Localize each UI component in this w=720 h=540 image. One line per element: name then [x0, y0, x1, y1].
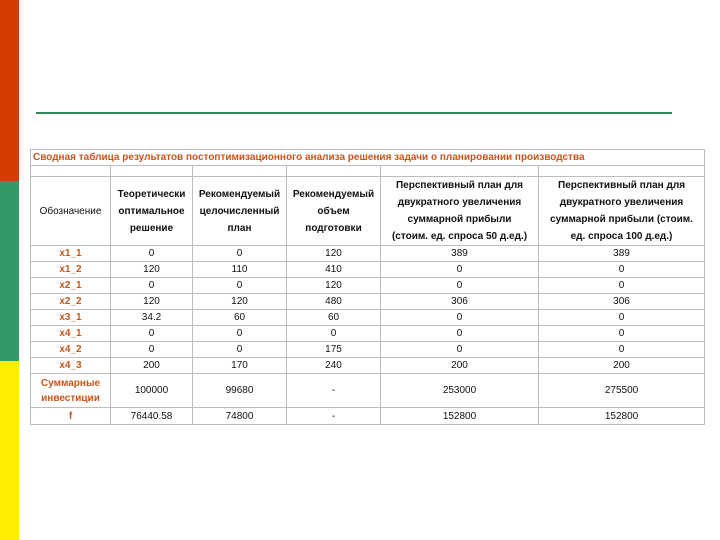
- variable-name: x2_2: [31, 294, 111, 310]
- table-cell: 253000: [381, 374, 539, 408]
- header-line: суммарной прибыли (стоим.: [550, 214, 693, 225]
- title-rule: [36, 112, 672, 114]
- stripe-red: [0, 0, 19, 181]
- table-row: [31, 294, 705, 310]
- table-cell: 200: [381, 358, 539, 374]
- table-cell: 0: [193, 278, 287, 294]
- table-title: Сводная таблица результатов постоптимизационного анализа решения задачи о планировании производства: [31, 150, 705, 166]
- table-cell: 120: [193, 294, 287, 310]
- variable-name: x1_1: [31, 246, 111, 262]
- column-header: [287, 177, 381, 246]
- header-row: [31, 177, 705, 246]
- table-cell: 110: [193, 262, 287, 278]
- table-cell: 0: [111, 342, 193, 358]
- column-header: [381, 177, 539, 246]
- table-cell: 120: [111, 294, 193, 310]
- header-line: Перспективный план для: [558, 180, 686, 191]
- stripe-green: [0, 181, 19, 361]
- table-cell: 0: [539, 262, 705, 278]
- table-cell: 0: [381, 326, 539, 342]
- header-line: Рекомендуемый: [198, 188, 281, 200]
- table-cell: 60: [287, 310, 381, 326]
- table-cell: 34.2: [111, 310, 193, 326]
- header-line: двукратного увеличения: [559, 197, 684, 208]
- spacer-row: [31, 166, 705, 177]
- table-cell: 120: [111, 262, 193, 278]
- header-line: оптимальное: [118, 205, 185, 217]
- column-header: [539, 177, 705, 246]
- header-line: подготовки: [305, 222, 362, 234]
- table-cell: 152800: [381, 408, 539, 425]
- header-line: Обозначение: [39, 205, 102, 217]
- objective-label: f: [31, 408, 111, 425]
- header-line: двукратного увеличения: [397, 197, 522, 208]
- table-cell: 152800: [539, 408, 705, 425]
- table-row: [31, 358, 705, 374]
- table-row: [31, 262, 705, 278]
- column-header: [193, 177, 287, 246]
- table-cell: 306: [539, 294, 705, 310]
- header-line: (стоим. ед. спроса 50 д.ед.): [391, 231, 528, 242]
- column-header: [31, 177, 111, 246]
- header-line: Перспективный план для: [395, 180, 524, 191]
- stripe-yellow: [0, 361, 19, 540]
- investments-row: [31, 374, 705, 408]
- table-cell: 175: [287, 342, 381, 358]
- variable-name: x4_1: [31, 326, 111, 342]
- results-table: [30, 149, 705, 425]
- title-row: [31, 150, 705, 166]
- table-cell: 60: [193, 310, 287, 326]
- table-cell: 410: [287, 262, 381, 278]
- header-line: ед. спроса 100 д.ед.): [570, 231, 673, 242]
- table-cell: 0: [381, 262, 539, 278]
- table-cell: 99680: [193, 374, 287, 408]
- table-cell: 74800: [193, 408, 287, 425]
- table-cell: 100000: [111, 374, 193, 408]
- table-cell: -: [287, 374, 381, 408]
- table-cell: 0: [111, 278, 193, 294]
- variable-name: x4_2: [31, 342, 111, 358]
- table-cell: 0: [539, 342, 705, 358]
- table-cell: 0: [381, 342, 539, 358]
- table-cell: 170: [193, 358, 287, 374]
- table-cell: 389: [539, 246, 705, 262]
- table-cell: 200: [111, 358, 193, 374]
- header-line: целочисленный: [199, 205, 280, 217]
- table-cell: 120: [287, 278, 381, 294]
- table-cell: 0: [539, 310, 705, 326]
- header-line: Теоретически: [117, 188, 186, 200]
- table-row: [31, 246, 705, 262]
- table-cell: 0: [381, 278, 539, 294]
- table-cell: 0: [381, 310, 539, 326]
- column-header: [111, 177, 193, 246]
- header-line: план: [227, 222, 252, 234]
- table-cell: 0: [539, 326, 705, 342]
- table-row: [31, 342, 705, 358]
- objective-row: [31, 408, 705, 425]
- table-cell: 76440.58: [111, 408, 193, 425]
- variable-name: x2_1: [31, 278, 111, 294]
- investments-label: [31, 374, 111, 408]
- table-cell: 120: [287, 246, 381, 262]
- table-cell: 275500: [539, 374, 705, 408]
- table-row: [31, 326, 705, 342]
- table-cell: 306: [381, 294, 539, 310]
- table-cell: -: [287, 408, 381, 425]
- variable-name: x4_3: [31, 358, 111, 374]
- label-line: Суммарные: [40, 377, 101, 389]
- table-cell: 389: [381, 246, 539, 262]
- header-line: суммарной прибыли: [407, 214, 512, 225]
- label-line: инвестиции: [41, 392, 100, 404]
- variable-name: x1_2: [31, 262, 111, 278]
- table-cell: 0: [539, 278, 705, 294]
- table-row: [31, 278, 705, 294]
- table-cell: 480: [287, 294, 381, 310]
- table-cell: 0: [287, 326, 381, 342]
- table-cell: 0: [193, 326, 287, 342]
- table-cell: 0: [193, 246, 287, 262]
- table-row: [31, 310, 705, 326]
- header-line: объем: [317, 205, 350, 217]
- table-cell: 240: [287, 358, 381, 374]
- variable-name: x3_1: [31, 310, 111, 326]
- table-cell: 200: [539, 358, 705, 374]
- table-cell: 0: [193, 342, 287, 358]
- header-line: Рекомендуемый: [292, 188, 375, 200]
- table-cell: 0: [111, 326, 193, 342]
- table-cell: 0: [111, 246, 193, 262]
- header-line: решение: [129, 222, 174, 234]
